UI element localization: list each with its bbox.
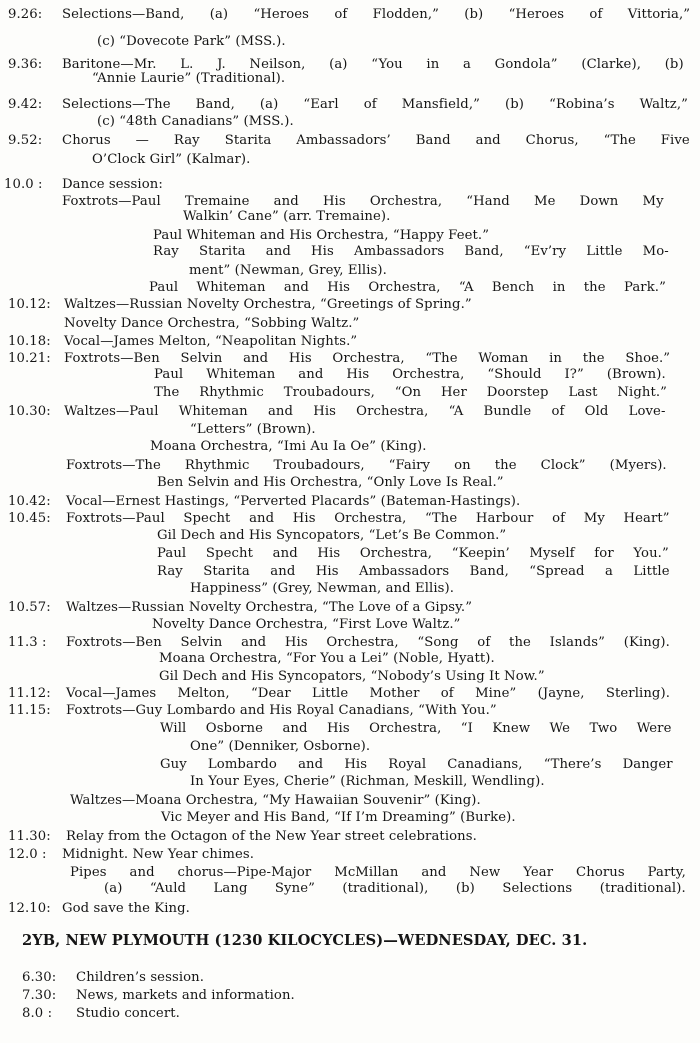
entry-text: Foxtrots—Paul Tremaine and His Orchestra, “Hand Me Down My (62, 194, 664, 209)
listing-line (0, 384, 700, 402)
entry-text: Paul Whiteman and His Orchestra, “A Bench in the Park.” (149, 280, 666, 295)
entry-text: Novelty Dance Orchestra, “Sobbing Waltz.” (64, 316, 360, 331)
entry-text: One” (Denniker, Osborne). (190, 739, 371, 754)
section-line (0, 1005, 700, 1023)
entry-text: Ben Selvin and His Orchestra, “Only Love Is Real.” (157, 475, 504, 490)
listing-line (0, 151, 700, 169)
time-label: 7.30: (22, 988, 57, 1003)
entry-text: Happiness” (Grey, Newman, and Ellis). (190, 581, 455, 596)
listing-line (0, 685, 700, 703)
listing-line (0, 616, 700, 634)
time-label: 9.52: (8, 133, 43, 148)
entry-text: O’Clock Girl” (Kalmar). (92, 152, 251, 167)
entry-text: Selections—Band, (a) “Heroes of Flodden,” (b) “Heroes of Vittoria,” (62, 7, 691, 22)
listing-line (0, 580, 700, 598)
listing-line (0, 773, 700, 791)
listing-line (0, 650, 700, 668)
section-heading: 2YB, NEW PLYMOUTH (1230 KILOCYCLES)—WEDNESDAY, DEC. 31. (22, 932, 588, 949)
entry-text: Ray Starita and His Ambassadors Band, “Ev’ry Little Mo- (153, 244, 669, 259)
entry-text: Pipes and chorus—Pipe-Major McMillan and New Year Chorus Party, (70, 865, 686, 880)
entry-text: “Annie Laurie” (Traditional). (92, 71, 286, 86)
entry-text: Vocal—James Melton, “Dear Little Mother of Mine” (Jayne, Sterling). (66, 686, 671, 701)
listing-line (0, 702, 700, 720)
entry-text: “Letters” (Brown). (190, 422, 316, 437)
entry-text: Vocal—Ernest Hastings, “Perverted Placards” (Bateman-Hastings). (66, 494, 521, 509)
entry-text: Waltzes—Russian Novelty Orchestra, “Greetings of Spring.” (64, 297, 472, 312)
entry-text: Guy Lombardo and His Royal Canadians, “There’s Danger (160, 757, 673, 772)
section-line (0, 969, 700, 987)
listing-line (0, 792, 700, 810)
listing-line (0, 900, 700, 918)
listing-line (0, 846, 700, 864)
listing-line (0, 33, 700, 51)
entry-text: News, markets and information. (76, 988, 295, 1003)
time-label: 10.30: (8, 404, 51, 419)
entry-text: Paul Whiteman and His Orchestra, “Happy Feet.” (153, 228, 490, 243)
entry-text: Waltzes—Paul Whiteman and His Orchestra, “A Bundle of Old Love- (64, 404, 666, 419)
entry-text: Dance session: (62, 177, 163, 192)
listing-line (0, 176, 700, 194)
listing-line (0, 113, 700, 131)
entry-text: God save the King. (62, 901, 190, 916)
entry-text: Selections—The Band, (a) “Earl of Mansfield,” (b) “Robina’s Waltz,” (62, 97, 688, 112)
time-label: 9.36: (8, 57, 43, 72)
time-label: 9.42: (8, 97, 43, 112)
time-label: 12.10: (8, 901, 51, 916)
entry-text: Relay from the Octagon of the New Year street celebrations. (66, 829, 477, 844)
listing-line (0, 828, 700, 846)
listing-line (0, 333, 700, 351)
entry-text: Midnight. New Year chimes. (62, 847, 255, 862)
time-label: 10.0 : (4, 177, 43, 192)
time-label: 8.0 : (22, 1006, 53, 1021)
time-label: 10.18: (8, 334, 51, 349)
listing-line (0, 880, 700, 898)
entry-text: Gil Dech and His Syncopators, “Let’s Be Common.” (157, 528, 507, 543)
entry-text: Foxtrots—The Rhythmic Troubadours, “Fairy on the Clock” (Myers). (66, 458, 667, 473)
entry-text: Ray Starita and His Ambassadors Band, “Spread a Little (157, 564, 670, 579)
entry-text: ment” (Newman, Grey, Ellis). (189, 263, 387, 278)
entry-text: (a) “Auld Lang Syne” (traditional), (b) Selections (traditional). (104, 881, 686, 896)
entry-text: Vic Meyer and His Band, “If I’m Dreaming” (Burke). (161, 810, 516, 825)
entry-text: Will Osborne and His Orchestra, “I Knew We Two Were (160, 721, 672, 736)
listing-line (0, 493, 700, 511)
entry-text: Waltzes—Moana Orchestra, “My Hawaiian Souvenir” (King). (70, 793, 481, 808)
entry-text: (c) “48th Canadians” (MSS.). (97, 114, 294, 129)
listing-line (0, 132, 700, 150)
listing-line (0, 738, 700, 756)
listing-line (0, 668, 700, 686)
entry-text: Paul Whiteman and His Orchestra, “Should I?” (Brown). (154, 367, 666, 382)
time-label: 10.12: (8, 297, 51, 312)
listing-line (0, 366, 700, 384)
entry-text: In Your Eyes, Cherie” (Richman, Meskill, Wendling). (190, 774, 545, 789)
time-label: 11.12: (8, 686, 51, 701)
listing-line (0, 70, 700, 88)
listing-line (0, 279, 700, 297)
entry-text: Paul Specht and His Orchestra, “Keepin’ Myself for You.” (157, 546, 669, 561)
listing-line (0, 243, 700, 261)
listing-line (0, 403, 700, 421)
entry-text: Walkin’ Cane” (arr. Tremaine). (183, 209, 391, 224)
time-label: 10.42: (8, 494, 51, 509)
listing-line (0, 527, 700, 545)
time-label: 9.26: (8, 7, 43, 22)
time-label: 11.3 : (8, 635, 47, 650)
listing-line (0, 438, 700, 456)
listing-line (0, 545, 700, 563)
entry-text: Foxtrots—Guy Lombardo and His Royal Canadians, “With You.” (66, 703, 497, 718)
entry-text: Waltzes—Russian Novelty Orchestra, “The Love of a Gipsy.” (66, 600, 473, 615)
time-label: 11.30: (8, 829, 51, 844)
listing-line (0, 474, 700, 492)
time-label: 10.21: (8, 351, 51, 366)
time-label: 10.45: (8, 511, 51, 526)
listing-line (0, 809, 700, 827)
listing-line (0, 208, 700, 226)
section-line (0, 987, 700, 1005)
listing-line (0, 599, 700, 617)
entry-text: Foxtrots—Ben Selvin and His Orchestra, “Song of the Islands” (King). (66, 635, 670, 650)
listing-line (0, 6, 700, 24)
listing-line (0, 262, 700, 280)
entry-text: Gil Dech and His Syncopators, “Nobody’s Using It Now.” (159, 669, 545, 684)
entry-text: Foxtrots—Paul Specht and His Orchestra, “The Harbour of My Heart” (66, 511, 670, 526)
listing-line (0, 457, 700, 475)
entry-text: The Rhythmic Troubadours, “On Her Doorstep Last Night.” (154, 385, 668, 400)
entry-text: Foxtrots—Ben Selvin and His Orchestra, “The Woman in the Shoe.” (64, 351, 671, 366)
entry-text: Studio concert. (76, 1006, 180, 1021)
time-label: 6.30: (22, 970, 57, 985)
entry-text: Moana Orchestra, “Imi Au Ia Oe” (King). (150, 439, 427, 454)
time-label: 10.57: (8, 600, 51, 615)
listing-line (0, 96, 700, 114)
listing-line (0, 315, 700, 333)
listing-line (0, 510, 700, 528)
entry-text: Novelty Dance Orchestra, “First Love Waltz.” (152, 617, 461, 632)
time-label: 11.15: (8, 703, 51, 718)
entry-text: Vocal—James Melton, “Neapolitan Nights.” (64, 334, 358, 349)
entry-text: (c) “Dovecote Park” (MSS.). (97, 34, 286, 49)
entry-text: Chorus — Ray Starita Ambassadors’ Band and Chorus, “The Five (62, 133, 690, 148)
time-label: 12.0 : (8, 847, 47, 862)
listing-line (0, 756, 700, 774)
listing-line (0, 563, 700, 581)
entry-text: Baritone—Mr. L. J. Neilson, (a) “You in a Gondola” (Clarke), (b) (62, 57, 684, 72)
listing-line (0, 421, 700, 439)
entry-text: Moana Orchestra, “For You a Lei” (Noble, Hyatt). (159, 651, 495, 666)
entry-text: Children’s session. (76, 970, 205, 985)
listing-line (0, 720, 700, 738)
listing-line (0, 296, 700, 314)
